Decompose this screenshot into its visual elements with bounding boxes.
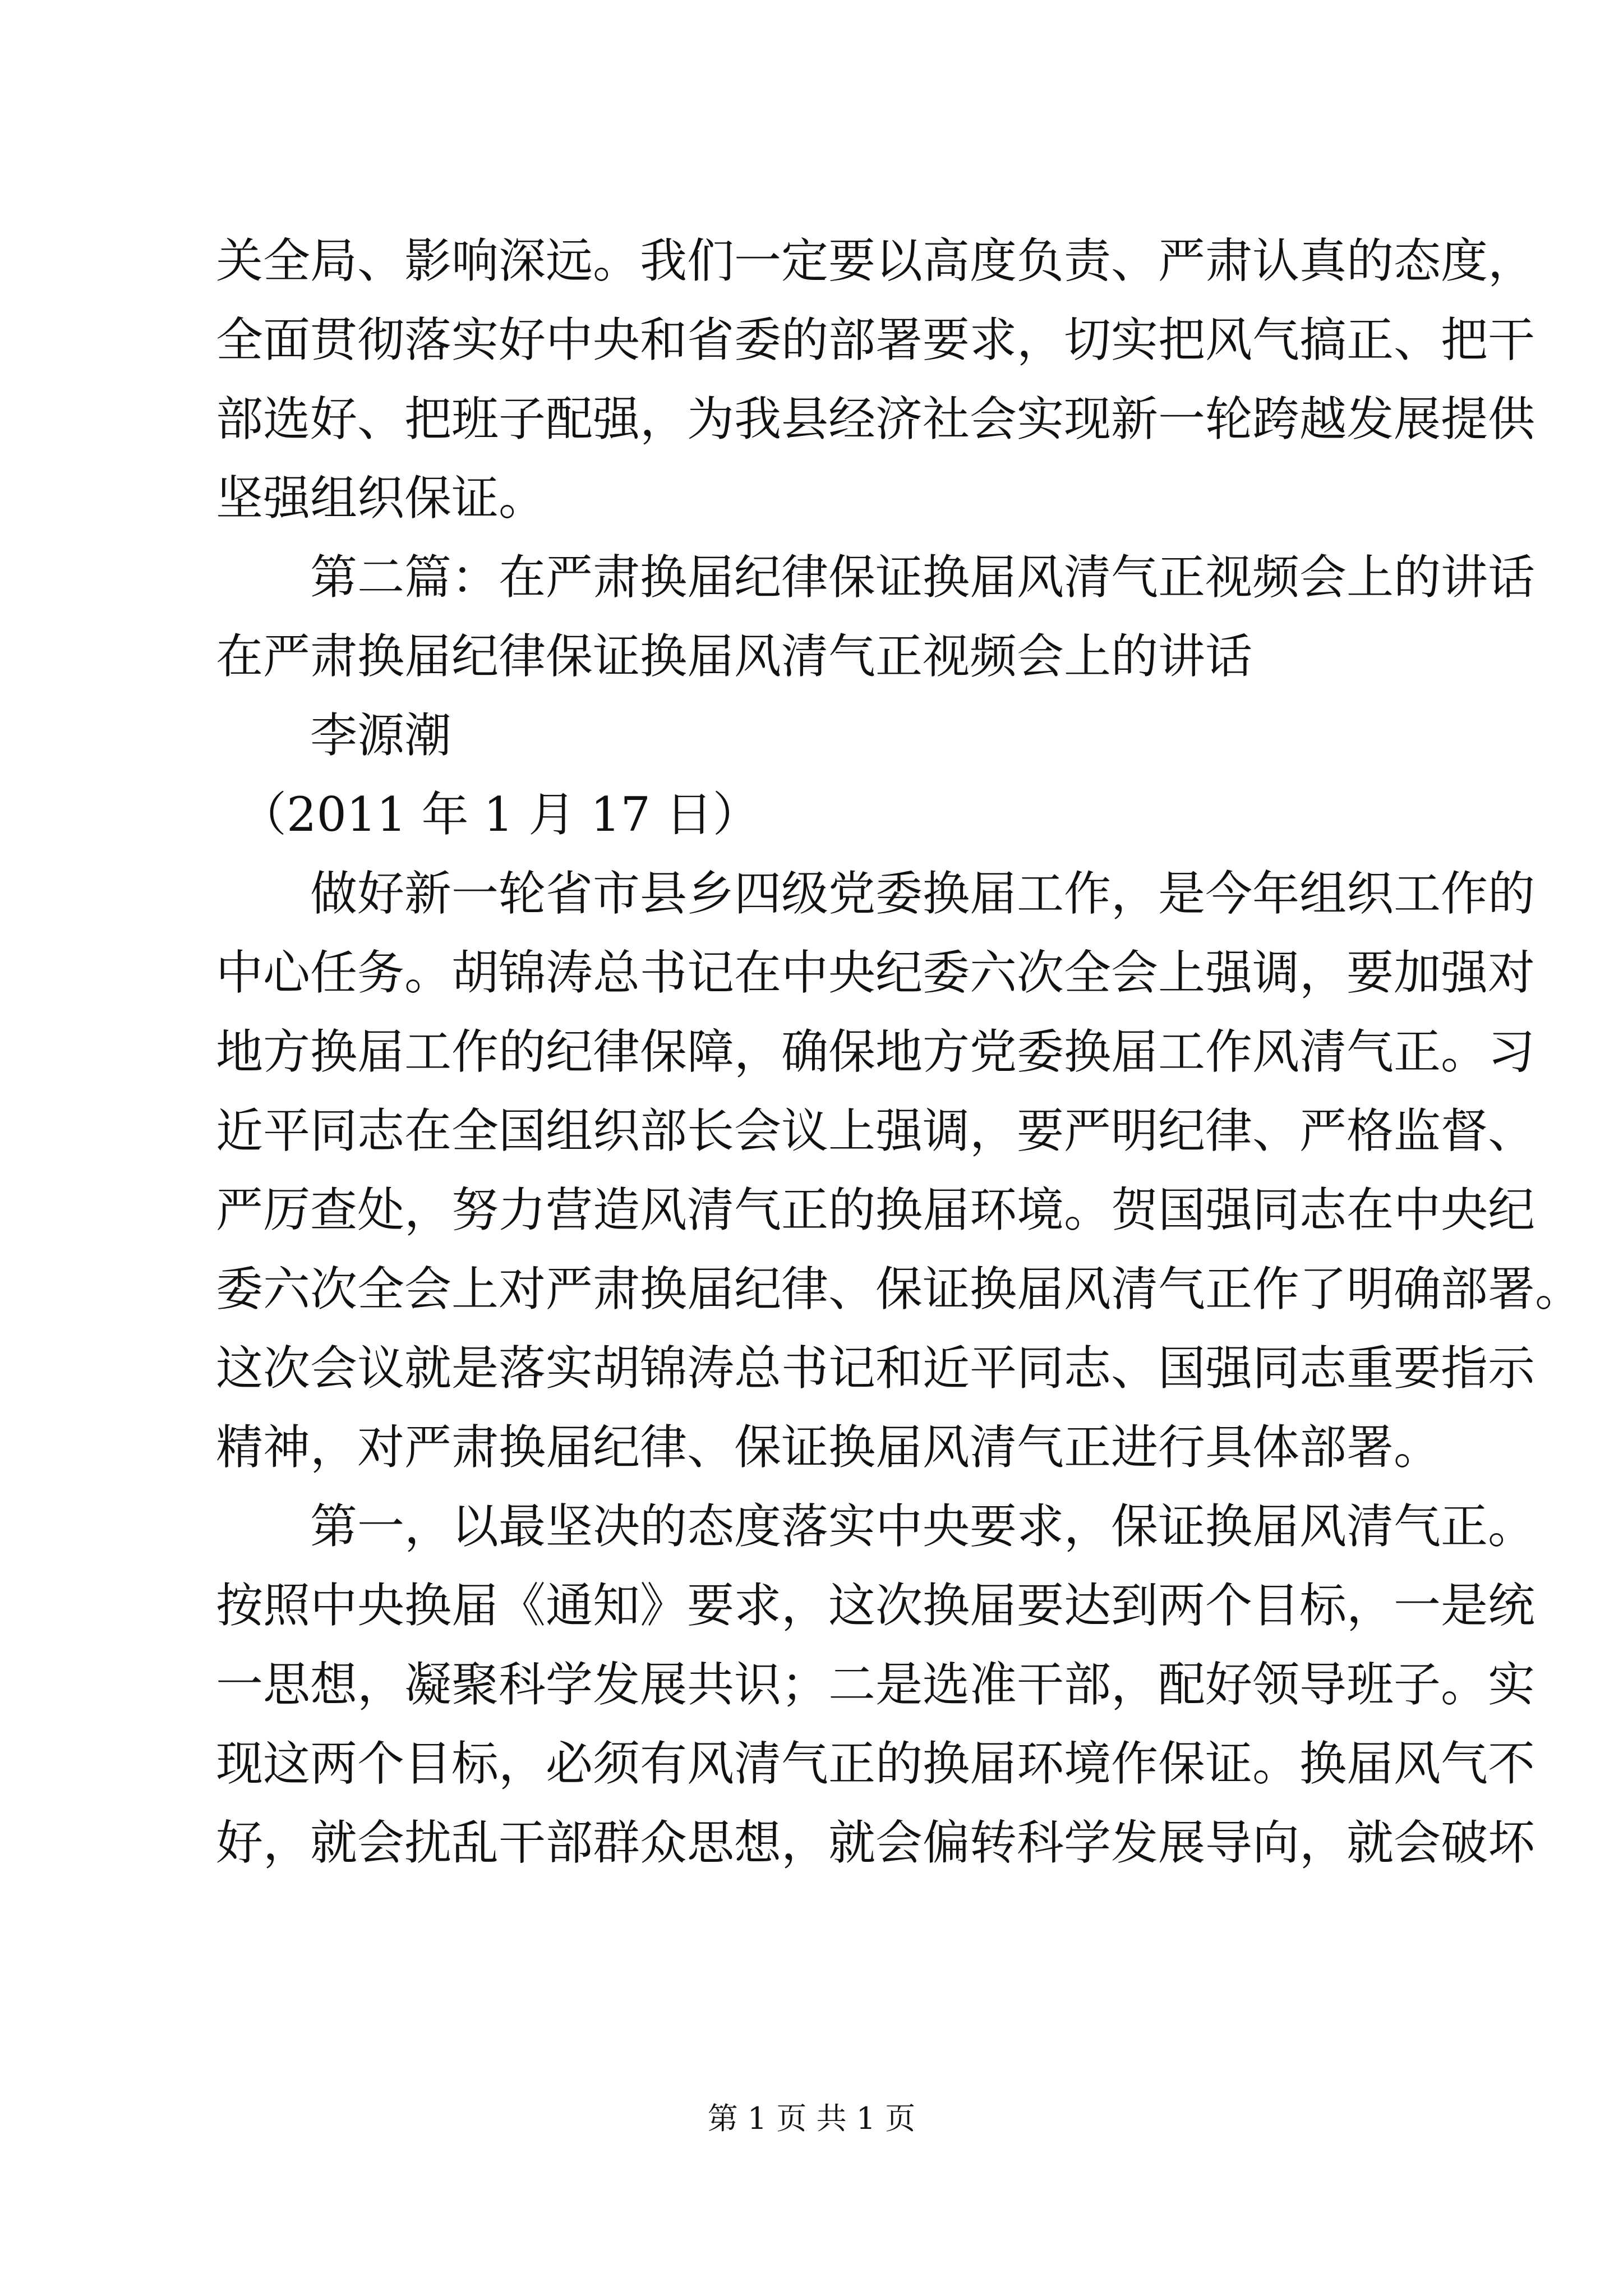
text-line: 关全局、影响深远。我们一定要以高度负责、严肃认真的态度，: [216, 233, 1536, 288]
text-line: 做好新一轮省市县乡四级党委换届工作，是今年组织工作的: [216, 866, 1536, 921]
text-line: 好，就会扰乱干部群众思想，就会偏转科学发展导向，就会破坏: [216, 1815, 1536, 1870]
text-line: 坚强组织保证。: [216, 471, 546, 526]
text-line: 全面贯彻落实好中央和省委的部署要求，切实把风气搞正、把干: [216, 312, 1536, 367]
speech-date: （2011 年 1 月 17 日）: [216, 787, 760, 842]
text-line: 这次会议就是落实胡锦涛总书记和近平同志、国强同志重要指示: [216, 1341, 1536, 1396]
speech-title: 在严肃换届纪律保证换届风清气正视频会上的讲话: [216, 629, 1253, 684]
text-line: 现这两个目标，必须有风清气正的换届环境作保证。换届风气不: [216, 1736, 1536, 1791]
text-line: 近平同志在全国组织部长会议上强调，要严明纪律、严格监督、: [216, 1103, 1536, 1158]
text-line: 中心任务。胡锦涛总书记在中央纪委六次全会上强调，要加强对: [216, 945, 1536, 1000]
text-line: 第一，以最坚决的态度落实中央要求，保证换届风清气正。: [216, 1499, 1536, 1554]
speaker-name: 李源潮: [216, 708, 452, 763]
text-line: 精神，对严肃换届纪律、保证换届风清气正进行具体部署。: [216, 1420, 1441, 1475]
text-line: 委六次全会上对严肃换届纪律、保证换届风清气正作了明确部署。: [216, 1262, 1583, 1317]
document-body: [216, 222, 1583, 1883]
section-heading: 第二篇：在严肃换届纪律保证换届风清气正视频会上的讲话: [216, 550, 1536, 605]
text-line: 部选好、把班子配强，为我县经济社会实现新一轮跨越发展提供: [216, 392, 1536, 447]
page-footer: 第 1 页 共 1 页: [707, 2101, 916, 2136]
text-line: 按照中央换届《通知》要求，这次换届要达到两个目标，一是统: [216, 1578, 1536, 1633]
text-line: 地方换届工作的纪律保障，确保地方党委换届工作风清气正。习: [216, 1024, 1536, 1079]
text-line: 一思想，凝聚科学发展共识；二是选准干部，配好领导班子。实: [216, 1657, 1536, 1712]
text-line: 严厉查处，努力营造风清气正的换届环境。贺国强同志在中央纪: [216, 1182, 1536, 1237]
